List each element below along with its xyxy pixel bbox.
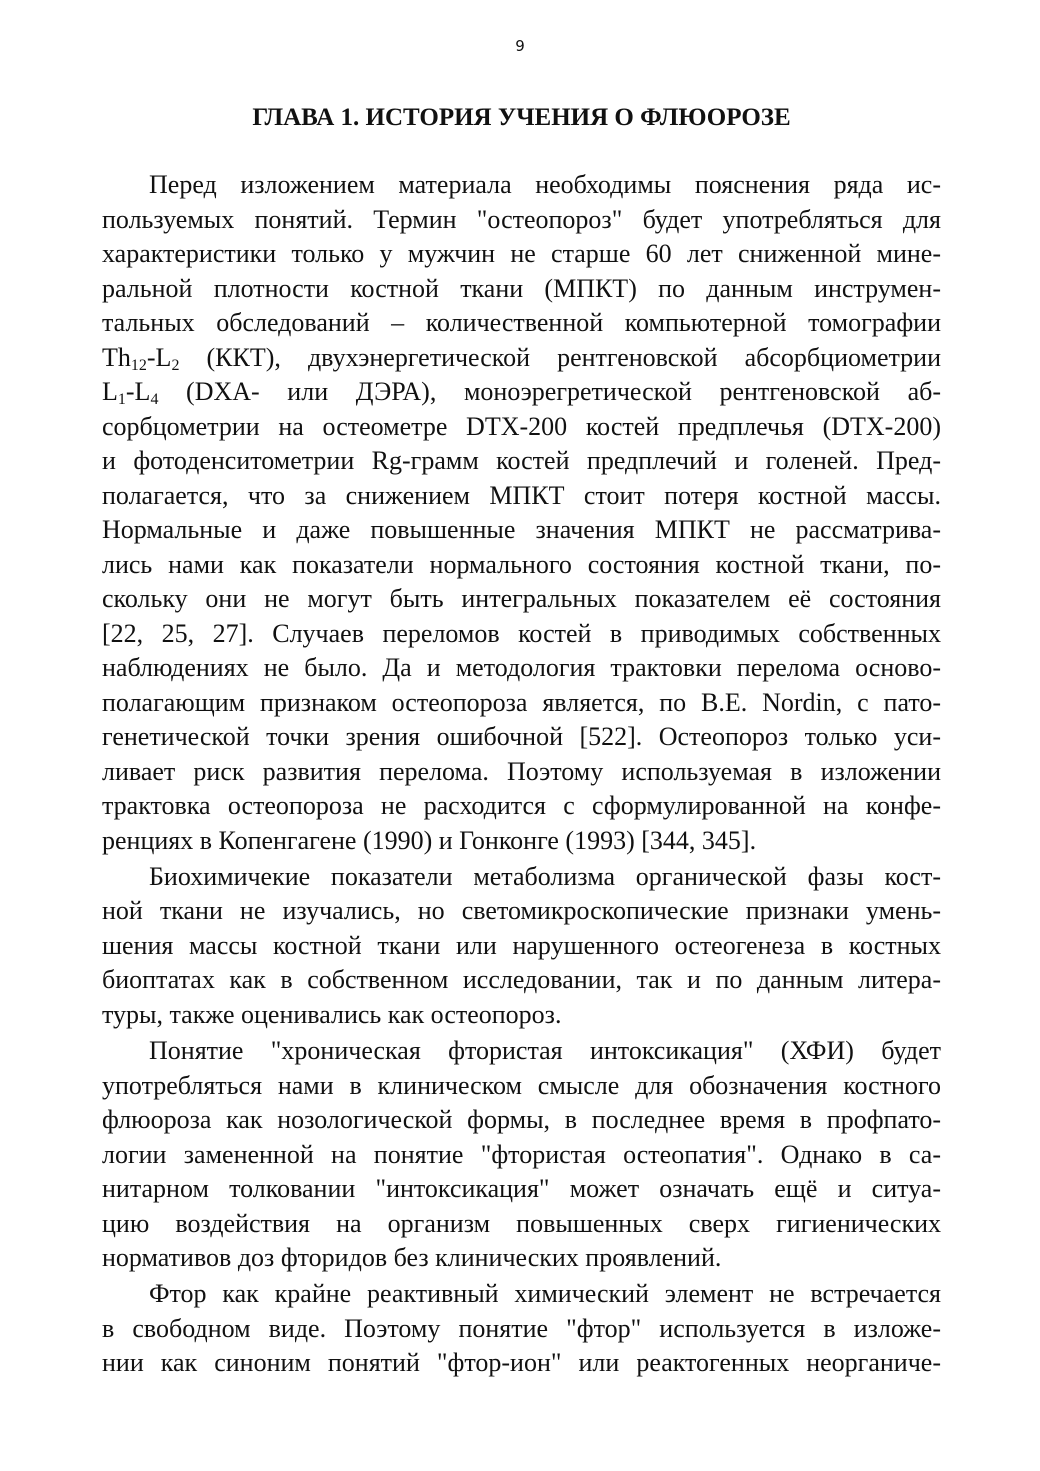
text-line: ной ткани не изучались, но светомикроскопические признаки умень- [102, 896, 941, 926]
text-line: генетической точки зрения ошибочной [522]. Остеопороз только уси- [102, 722, 941, 751]
text-line: флюороза как нозологической формы, в последнее время в профпато- [102, 1105, 941, 1135]
text-line: шения массы костной ткани или нарушенного остеогенеза в костных [102, 930, 941, 960]
text-line: Перед изложением материала необходимы пояснения ряда ис- [149, 170, 941, 199]
text-line: трактовка остеопороза не расходится с сформулированной на конфе- [102, 791, 941, 820]
paragraph [102, 1277, 941, 1381]
text-line: полагается, что за снижением МПКТ стоит потеря костной массы. [102, 480, 941, 510]
text-fragment: (ККТ), двухэнергетической рентгеновской абсорбциометрии [179, 342, 941, 372]
text-line: пользуемых понятий. Термин "остеопороз" будет употребляться для [102, 204, 941, 234]
text-line: тальных обследований – количественной компьютерной томографии [102, 308, 941, 337]
body-text [102, 168, 941, 1383]
text-line: [22, 25, 27]. Случаев переломов костей в приводимых собственных [102, 618, 941, 648]
text-line: и фотоденситометрии Rg-грамм костей предплечий и голеней. Пред- [102, 446, 941, 475]
text-line: употребляться нами в клиническом смысле для обозначения костного [102, 1070, 941, 1100]
text-fragment: (DXA- или ДЭРА), моноэрегретической рентгеновской аб- [158, 377, 941, 406]
page-number: 9 [515, 37, 525, 55]
text-line: ливает риск развития перелома. Поэтому используемая в изложении [102, 756, 941, 786]
text-line: нитарном толковании "интоксикация" может означать ещё и ситуа- [102, 1174, 941, 1204]
text-line: Биохимичекие показатели метаболизма органической фазы кост- [149, 861, 941, 891]
text-line: туры, также оценивались как остеопороз. [102, 999, 562, 1029]
text-fragment: -L [125, 377, 151, 406]
subscript: 1 [117, 391, 126, 408]
text-line: полагающим признаком остеопороза является, по B.E. Nordin, с пато- [102, 687, 941, 717]
text-line: логии замененной на понятие "фтористая остеопатия". Однако в са- [102, 1139, 941, 1169]
text-line: нии как синоним понятий "фтор-ион" или реактогенных неорганиче- [102, 1348, 941, 1378]
text-line: цию воздействия на организм повышенных сверх гигиенических [102, 1208, 941, 1238]
text-line: ренциях в Копенгагене (1990) и Гонконге (1993) [344, 345]. [102, 825, 757, 855]
text-fragment: -L [146, 342, 172, 372]
text-line: нормативов доз фторидов без клинических проявлений. [102, 1243, 722, 1273]
text-fragment: Th [102, 342, 131, 372]
text-line: сорбцометрии на остеометре DTX-200 костей предплечья (DTX-200) [102, 411, 941, 441]
text-line [102, 375, 941, 410]
text-line: Фтор как крайне реактивный химический элемент не встречается [149, 1279, 941, 1309]
paragraph [102, 168, 941, 858]
text-fragment: L [102, 377, 118, 406]
text-line: ральной плотности костной ткани (МПКТ) по данным инструмен- [102, 273, 941, 303]
subscript: 2 [171, 356, 180, 374]
text-line [102, 341, 941, 376]
text-line: наблюдениях не было. Да и методология трактовки перелома осново- [102, 653, 941, 682]
subscript: 12 [130, 356, 147, 374]
paragraph [102, 860, 941, 1033]
text-line: скольку они не могут быть интегральных показателем её состояния [102, 584, 941, 613]
text-line: лись нами как показатели нормального состояния костной ткани, по- [102, 549, 941, 579]
text-line: в свободном виде. Поэтому понятие "фтор" используется в изложе- [102, 1313, 941, 1343]
chapter-title: ГЛАВА 1. ИСТОРИЯ УЧЕНИЯ О ФЛЮОРОЗЕ [252, 104, 791, 131]
text-line: биоптатах как в собственном исследовании, так и по данным литера- [102, 965, 941, 995]
text-line: характеристики только у мужчин не старше 60 лет сниженной мине- [102, 239, 941, 268]
paragraph [102, 1034, 941, 1276]
text-line: Нормальные и даже повышенные значения МПКТ не рассматрива- [102, 515, 941, 544]
text-line: Понятие "хроническая фтористая интоксикация" (ХФИ) будет [149, 1036, 941, 1066]
subscript: 4 [150, 391, 159, 408]
